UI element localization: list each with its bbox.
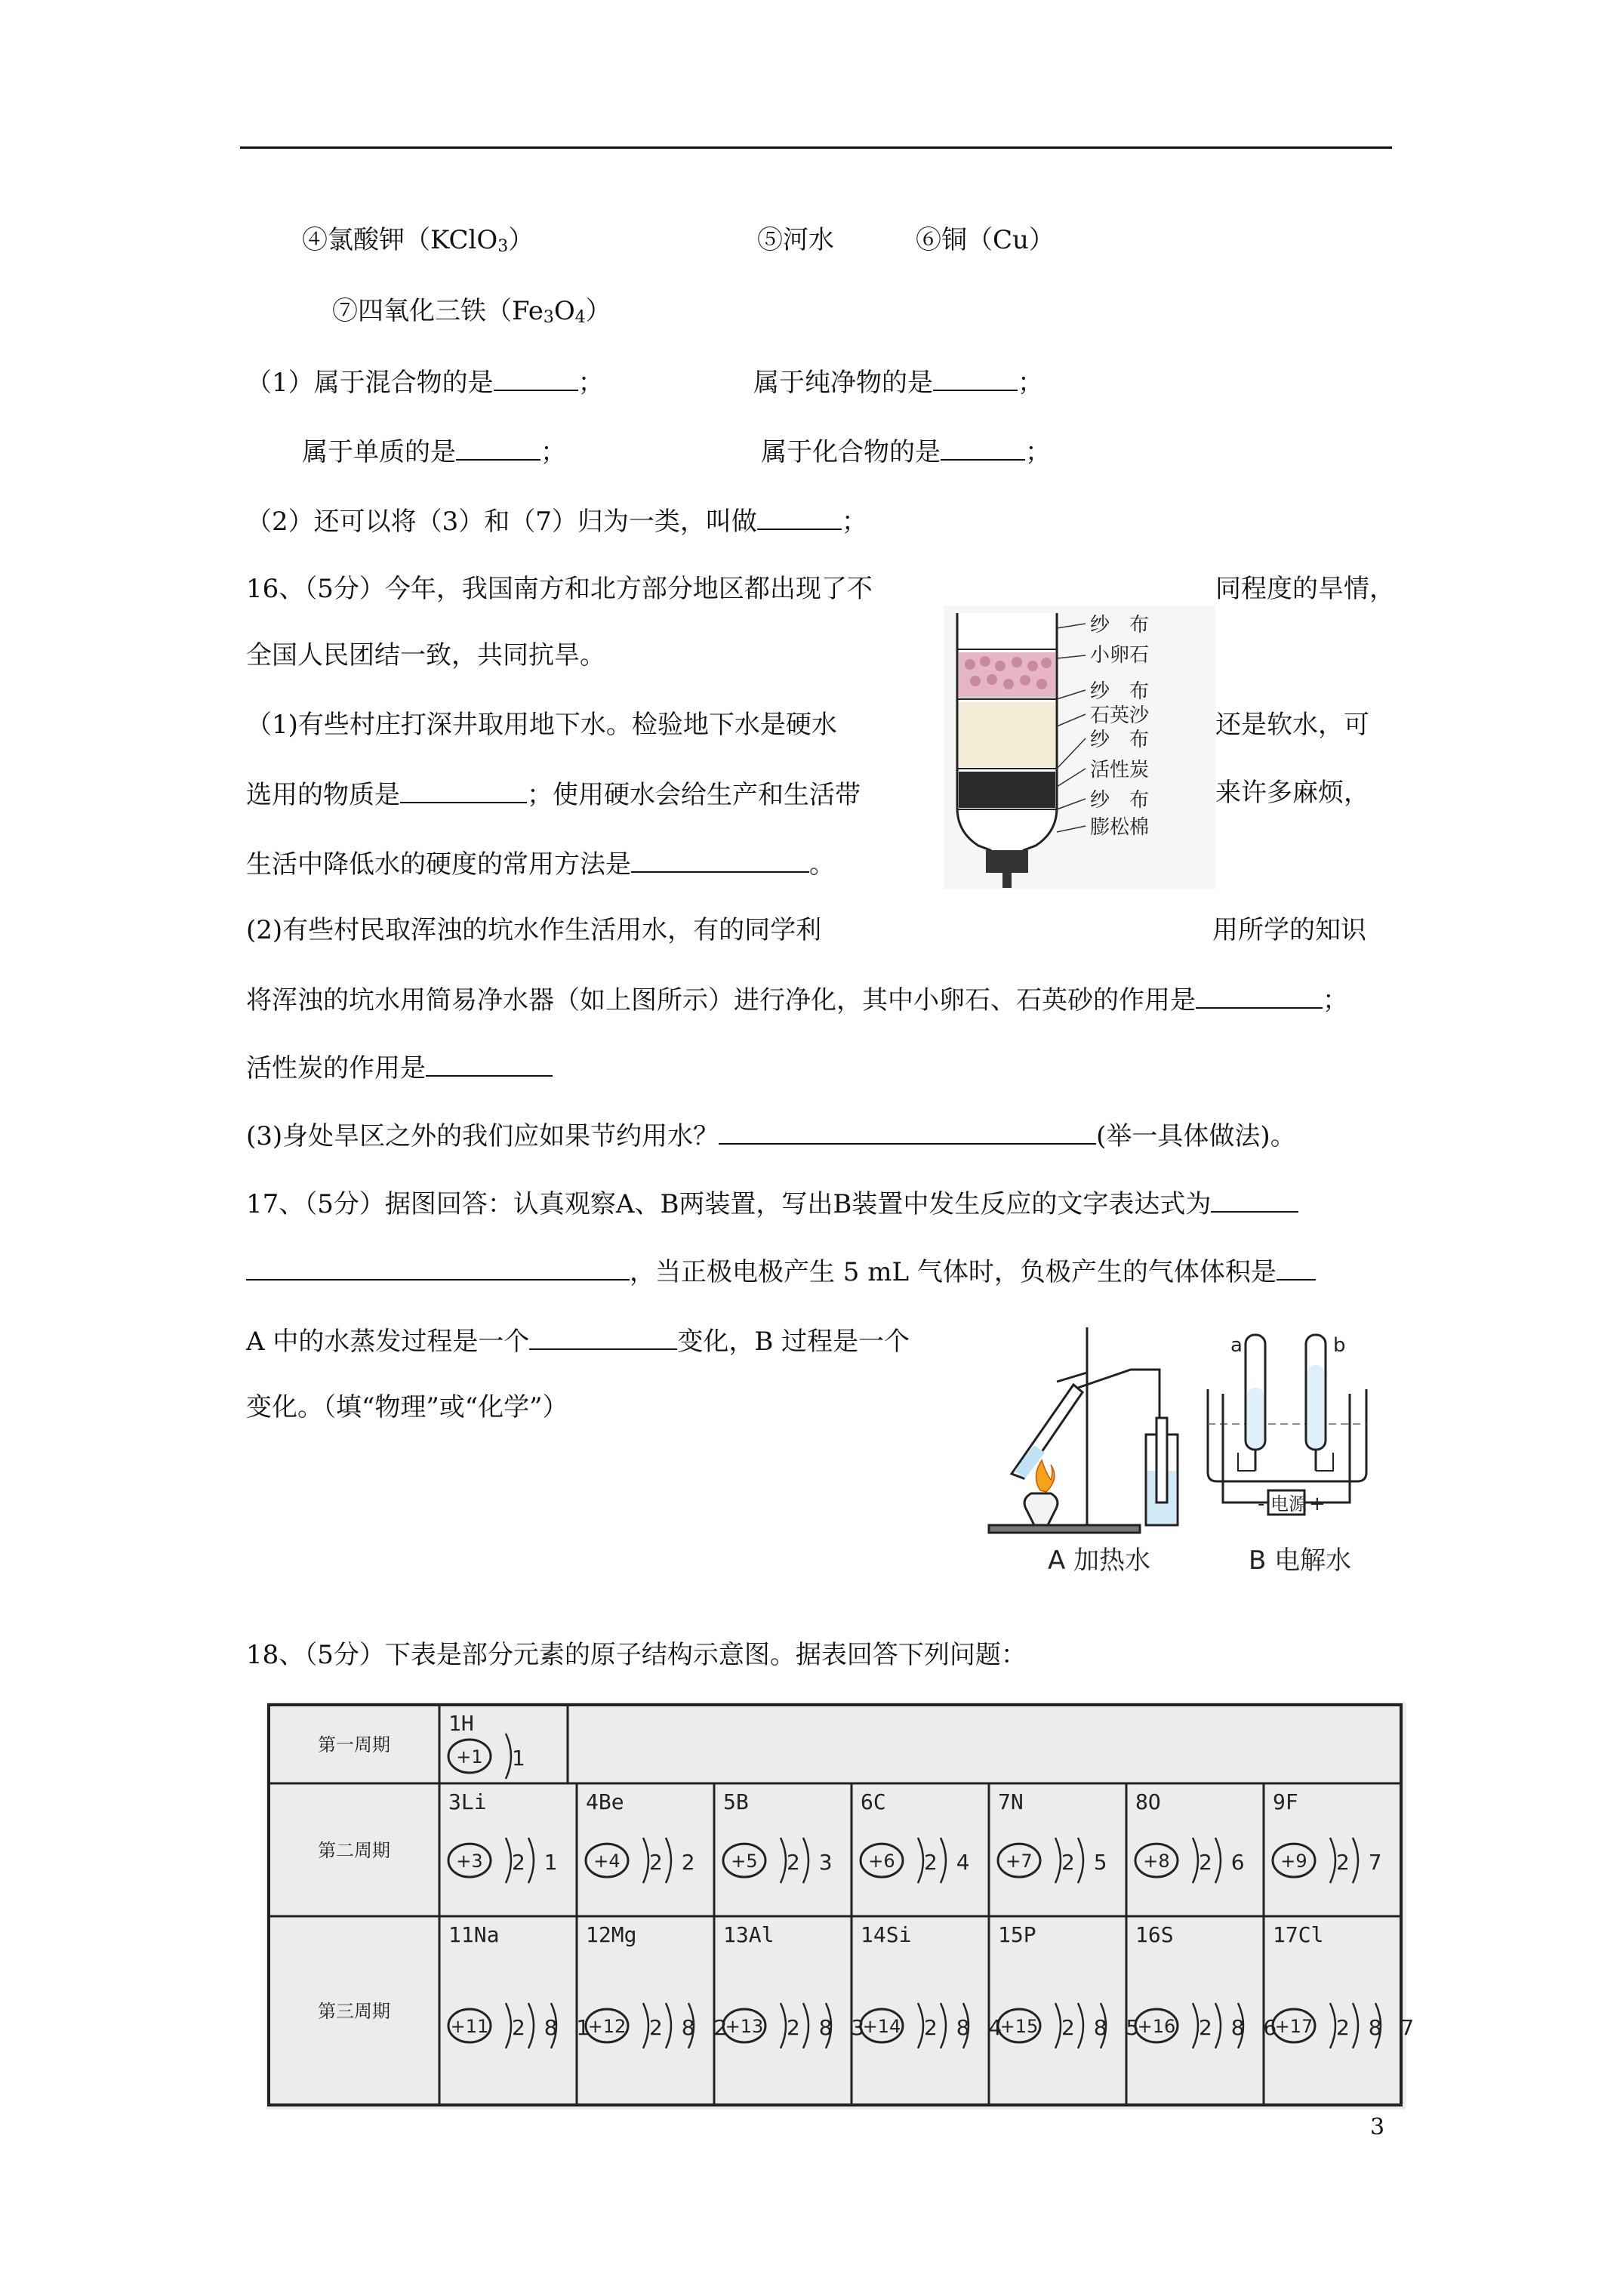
q16-line3b: 还是软水，可 [1215,710,1369,740]
item-6: ⑥铜（Cu） [916,225,1055,255]
electron-configuration: 2 8 5 [1061,2015,1146,2040]
answer-blank[interactable] [933,364,1018,391]
q16-line4: 选用的物质是 ；使用硬水会给生产和生活带 [246,776,861,812]
answer-blank[interactable] [494,364,578,391]
electron-configuration: 2 1 [512,1850,564,1875]
q16-line5: 生活中降低水的硬度的常用方法是 。 [246,846,835,881]
answer-blank[interactable] [719,1117,1096,1145]
q16-line8: 活性炭的作用是 [246,1049,553,1085]
filter-label: 石英沙 [1090,704,1150,727]
q16-line6a: (2)有些村民取浑浊的坑水作生活用水，有的同学利 [246,915,822,945]
nucleus-charge: +7 [1006,1851,1033,1872]
answer-blank[interactable] [1277,1253,1316,1281]
period-label: 第三周期 [318,2001,390,2022]
element-symbol: 4Be [586,1789,624,1814]
q16-line9: (3)身处旱区之外的我们应如果节约用水？ (举一具体做法)。 [246,1117,1296,1153]
electron-configuration: 2 4 [924,1850,976,1875]
answer-blank[interactable] [757,503,842,530]
answer-blank[interactable] [426,1049,553,1077]
electron-configuration: 2 3 [787,1850,839,1875]
answer-blank[interactable] [529,1323,677,1350]
nucleus-charge: +4 [593,1851,621,1872]
heating-apparatus [989,1327,1178,1533]
nucleus-charge: +5 [731,1851,758,1872]
item-4: ④氯酸钾（KClO$_3$） [302,225,534,256]
tube-b-label: b [1333,1334,1346,1357]
nucleus-charge: +12 [587,2016,627,2037]
q15-part1-compound: 属于化合物的是 ； [761,433,1051,469]
nucleus-charge: +11 [450,2016,489,2037]
filter-label: 纱 布 [1090,614,1150,636]
electron-configuration: 2 8 4 [924,2015,1009,2040]
answer-blank[interactable] [456,433,540,461]
element-symbol: 3Li [448,1789,487,1814]
element-symbol: 7N [998,1789,1024,1814]
activated-carbon-layer [959,772,1055,808]
element-symbol: 11Na [448,1922,500,1947]
electron-configuration: 2 8 6 [1199,2015,1283,2040]
electron-configuration: 2 8 3 [787,2015,871,2040]
quartz-sand-layer [959,702,1055,767]
pebble-layer [959,652,1055,698]
q16-line4c: 来许多麻烦， [1215,778,1369,808]
answer-blank[interactable] [631,846,809,873]
q17-line3: A 中的水蒸发过程是一个 变化，B 过程是一个 [246,1323,910,1358]
q18-line1: 18、（5分）下表是部分元素的原子结构示意图。据表回答下列问题： [246,1640,1027,1670]
electron-configuration: 2 7 [1336,1850,1388,1875]
q16-line1b: 同程度的旱情， [1215,574,1395,604]
answer-blank[interactable] [941,433,1025,461]
filter-label: 纱 布 [1090,680,1150,703]
answer-blank[interactable] [400,776,527,803]
nucleus-charge: +8 [1143,1851,1170,1872]
positive-terminal: + [1309,1493,1326,1515]
nucleus-charge: +17 [1274,2016,1313,2037]
element-symbol: 6C [861,1789,886,1814]
element-symbol: 15P [998,1922,1036,1947]
electron-configuration: 1 [512,1746,531,1771]
q15-part1-element: 属于单质的是 ； [302,433,566,469]
electron-configuration: 2 8 7 [1336,2015,1421,2040]
filter-label: 纱 布 [1090,789,1150,812]
element-symbol: 16S [1135,1922,1174,1947]
page-number: 3 [1370,2114,1385,2140]
filter-label: 小卵石 [1090,644,1150,667]
filter-label: 膨松棉 [1090,816,1150,839]
negative-terminal: - [1258,1493,1265,1515]
q16-line1a: 16、（5分）今年，我国南方和北方部分地区都出现了不 [246,574,873,604]
caption-b: B 电解水 [1249,1546,1352,1576]
nucleus-charge: +1 [456,1746,483,1767]
element-symbol: 5B [723,1789,749,1814]
q16-line7: 将浑浊的坑水用简易净水器（如上图所示）进行净化，其中小卵石、石英砂的作用是 ； [246,982,1348,1017]
q17-line1: 17、（5分）据图回答：认真观察A、B两装置，写出B装置中发生反应的文字表达式为 [246,1185,1298,1221]
nucleus-charge: +6 [868,1851,895,1872]
nucleus-charge: +16 [1137,2016,1176,2037]
element-symbol: 9F [1273,1789,1298,1814]
answer-blank[interactable] [1211,1185,1298,1213]
element-symbol: 12Mg [586,1922,637,1947]
nucleus-charge: +14 [862,2016,901,2037]
nucleus-charge: +3 [456,1851,483,1872]
period-label: 第一周期 [318,1734,390,1755]
q16-line6b: 用所学的知识 [1212,915,1366,945]
electron-configuration: 2 6 [1199,1850,1251,1875]
element-symbol: 8O [1135,1789,1161,1814]
item-7: ⑦四氧化三铁$(Fe_3O_4)$ [332,296,611,327]
electron-configuration: 2 2 [649,1850,701,1875]
q15-part1-mixture: （1）属于混合物的是 ； [246,364,604,399]
water-filter-figure [944,606,1215,889]
atomic-structure-table [266,1702,1421,2110]
caption-a: A 加热水 [1048,1546,1151,1576]
filter-label: 活性炭 [1090,759,1150,781]
electrolysis-apparatus [1208,1335,1366,1515]
q17-line2: ，当正极电极产生 5 mL 气体时，负极产生的气体体积是 [246,1253,1316,1289]
element-symbol: 17Cl [1273,1922,1324,1947]
filter-label: 纱 布 [1090,729,1150,751]
apparatus-figure [981,1312,1389,1592]
q16-line2: 全国人民团结一致，共同抗旱。 [246,640,605,670]
item-5: ⑤河水 [757,225,834,255]
electron-configuration: 2 8 1 [512,2015,596,2040]
q15-part2: （2）还可以将（3）和（7）归为一类，叫做 ； [246,503,867,538]
header-rule [240,146,1392,149]
q16-line3a: （1)有些村庄打深井取用地下水。检验地下水是硬水 [246,710,837,740]
element-symbol: 1H [448,1711,474,1736]
element-symbol: 13Al [723,1922,775,1947]
nucleus-charge: +15 [999,2016,1039,2037]
q15-part1-pure: 属于纯净物的是 ； [753,364,1043,399]
answer-blank[interactable] [1196,982,1323,1009]
electron-configuration: 2 5 [1061,1850,1113,1875]
tube-a-label: a [1230,1334,1243,1357]
period-label: 第二周期 [318,1840,390,1861]
answer-blank[interactable] [246,1253,630,1281]
element-symbol: 14Si [861,1922,912,1947]
power-source-label: 电源 [1270,1493,1307,1515]
q17-line4: 变化。（填“物理”或“化学”） [246,1392,568,1422]
nucleus-charge: +9 [1280,1851,1307,1872]
nucleus-charge: +13 [725,2016,764,2037]
electron-configuration: 2 8 2 [649,2015,734,2040]
